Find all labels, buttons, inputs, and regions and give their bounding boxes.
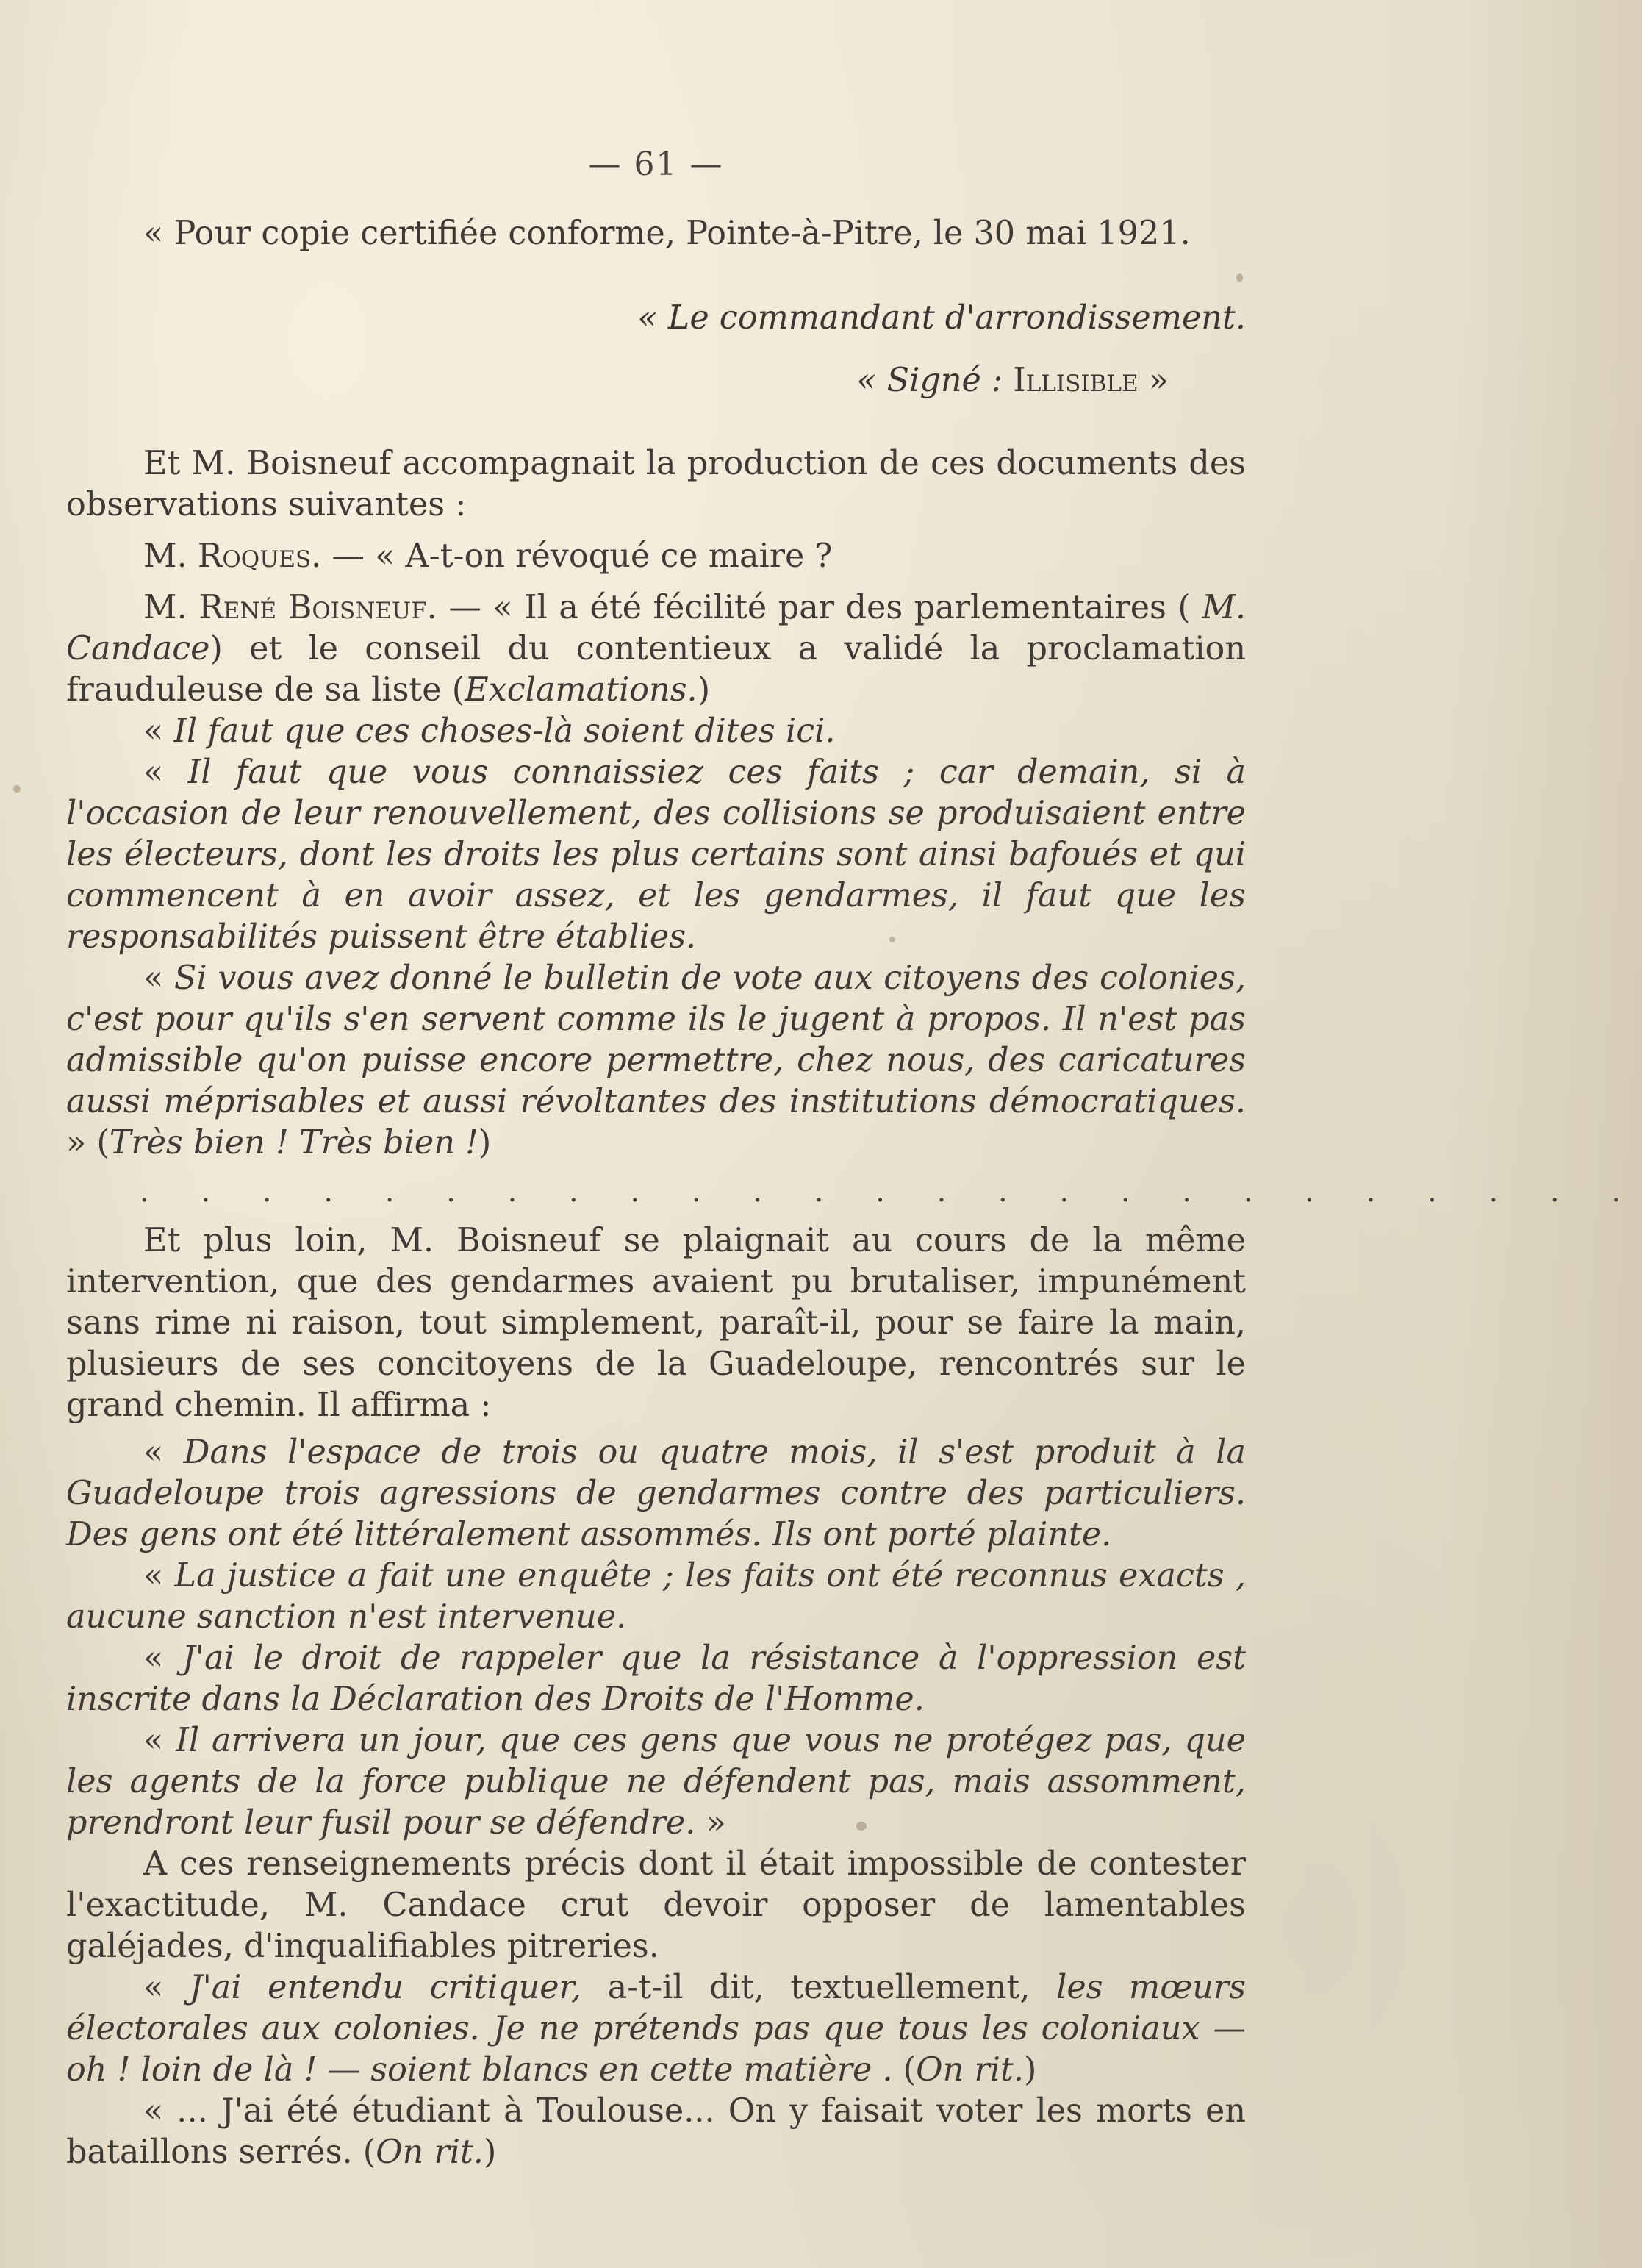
quote-7-paragraph: [66, 1720, 1246, 1844]
boisneuf-candace: M. Candace: [66, 589, 1246, 668]
candace-quote-1-d: (: [892, 2051, 917, 2089]
paper-speck: [856, 1822, 867, 1831]
candace-quote-2: « ... J'ai été étudiant à Toulouse... On y faisait voter les morts en bataillons serrés. (: [66, 2092, 1246, 2171]
signed-label: « Signé :: [856, 362, 1014, 399]
quote-3-paragraph: [66, 958, 1246, 1164]
candace-quote-2-laugh: On rit.: [376, 2133, 484, 2171]
quote-1-paragraph: [66, 711, 1246, 752]
quote-4-open: «: [143, 1434, 184, 1471]
second-text-block: [66, 1220, 1246, 2173]
quote-2-paragraph: [66, 752, 1246, 958]
certification-paragraph: « Pour copie certifiée conforme, Pointe-à-Pitre, le 30 mai 1921.: [143, 215, 1191, 252]
quote-6: J'ai le droit de rappeler que la résistance à l'oppression est inscrite dans la Déclaration des Droits de l'Homme.: [66, 1639, 1247, 1718]
main-text-block: [66, 443, 1246, 1164]
quote-3-tail: » (: [66, 1124, 110, 1162]
quote-7-close: »: [695, 1804, 726, 1842]
boisneuf-exclamations: Exclamations.: [465, 671, 698, 709]
later-paragraph: Et plus loin, M. Boisneuf se plaignait au cours de la même intervention, que des gendarmes avaient pu brutaliser, impunément sans rime ni raison, tout simplement, paraît-il, pour se faire la main, plusieurs de ses concitoyens de la Guadeloupe, rencontrés sur le grand chemin. Il affirma :: [66, 1222, 1246, 1424]
candace-intro-paragraph: A ces renseignements précis dont il était impossible de contester l'exactitude, M. Candace crut devoir opposer de lamentables galéjades, d'inqualifiables pitreries.: [66, 1845, 1246, 1965]
signed-value: Illisible: [1013, 362, 1139, 399]
quote-1-open: «: [143, 712, 174, 750]
quote-6-open: «: [143, 1639, 182, 1677]
quote-5-open: «: [143, 1557, 175, 1595]
quote-7-open: «: [143, 1722, 176, 1759]
roques-paragraph: [66, 536, 1246, 577]
quote-3-end: ): [478, 1124, 492, 1162]
quote-1: Il faut que ces choses-là soient dites ici.: [173, 712, 836, 750]
page-number: — 61 —: [588, 146, 724, 183]
quote-2-open: «: [143, 754, 188, 791]
speaker-roques: M. Roques.: [143, 537, 322, 575]
boisneuf-text-3: ): [697, 671, 711, 709]
candace-quote-1-e: ): [1024, 2051, 1037, 2089]
commander-title: « Le commandant d'arrondissement.: [637, 299, 1246, 337]
quote-2: Il faut que vous connaissiez ces faits ; car demain, si à l'occasion de leur renouvellement, des collisions se produisaient entre les électeurs, dont les droits les plus certains sont ainsi bafoués et qui commencent à en avoir assez, et les gendarmes, il faut que les responsabilités puissent être établies.: [66, 754, 1246, 956]
boisneuf-text-1: — « Il a été fécilité par des parlementaires (: [437, 589, 1202, 626]
document-page: [66, 0, 1642, 2268]
boisneuf-text-2: ) et le conseil du contentieux a validé la proclamation frauduleuse de sa liste (: [66, 630, 1246, 709]
quote-4-paragraph: [66, 1432, 1246, 1556]
quote-6-paragraph: [66, 1638, 1246, 1720]
roques-question: — « A-t-on révoqué ce maire ?: [321, 537, 833, 575]
signature-line: [66, 360, 1169, 401]
commander-line: [66, 298, 1246, 339]
paper-speck: [1236, 273, 1243, 282]
boisneuf-paragraph: [66, 587, 1246, 711]
quote-7: Il arrivera un jour, que ces gens que vous ne protégez pas, que les agents de la force publique ne défendent pas, mais assomment, prendront leur fusil pour se défendre.: [66, 1722, 1247, 1842]
quote-4: Dans l'espace de trois ou quatre mois, il s'est produit à la Guadeloupe trois agressions de gendarmes contre des particuliers. Des gens ont été littéralement assommés. Ils ont porté plainte.: [66, 1434, 1246, 1553]
quote-3-open: «: [143, 959, 174, 997]
intro-paragraph: Et M. Boisneuf accompagnait la production de ces documents des observations suivantes :: [66, 445, 1246, 523]
paper-speck: [933, 1094, 938, 1098]
quote-5: La justice a fait une enquête ; les faits ont été reconnus exacts , aucune sanction n'est intervenue.: [66, 1557, 1246, 1636]
quote-3: Si vous avez donné le bulletin de vote aux citoyens des colonies, c'est pour qu'ils s'en servent comme ils le jugent à propos. Il n'est pas admissible qu'on puisse encore permettre, chez nous, des caricatures aussi méprisables et aussi révoltantes des institutions démocratiques.: [66, 959, 1246, 1120]
candace-quote-2-paragraph: [66, 2091, 1246, 2173]
paper-speck: [889, 937, 895, 942]
quote-5-paragraph: [66, 1556, 1246, 1638]
candace-quote-2-end: ): [483, 2133, 497, 2171]
speaker-boisneuf: M. René Boisneuf.: [143, 589, 437, 626]
paper-speck: [13, 785, 21, 793]
candace-quote-1-laugh: On rit.: [916, 2051, 1024, 2089]
candace-quote-1-c: les mœurs électorales aux colonies. Je ne prétends pas que tous les coloniaux — oh ! loin de là ! — soient blancs en cette matière .: [66, 1969, 1246, 2089]
signed-close: »: [1138, 362, 1169, 399]
candace-quote-1-paragraph: [66, 1967, 1246, 2091]
candace-quote-1-a: J'ai entendu critiquer,: [189, 1969, 582, 2006]
candace-quote-1-b: a-t-il dit, textuellement,: [581, 1969, 1057, 2006]
candace-quote-1-open: «: [143, 1969, 190, 2006]
ellipsis-separator: . . . . . . . . . . . . . . . . . . . . . . . . .: [140, 1175, 1642, 1209]
certification-block: [66, 213, 1246, 254]
quote-3-applause: Très bien ! Très bien !: [109, 1124, 478, 1162]
